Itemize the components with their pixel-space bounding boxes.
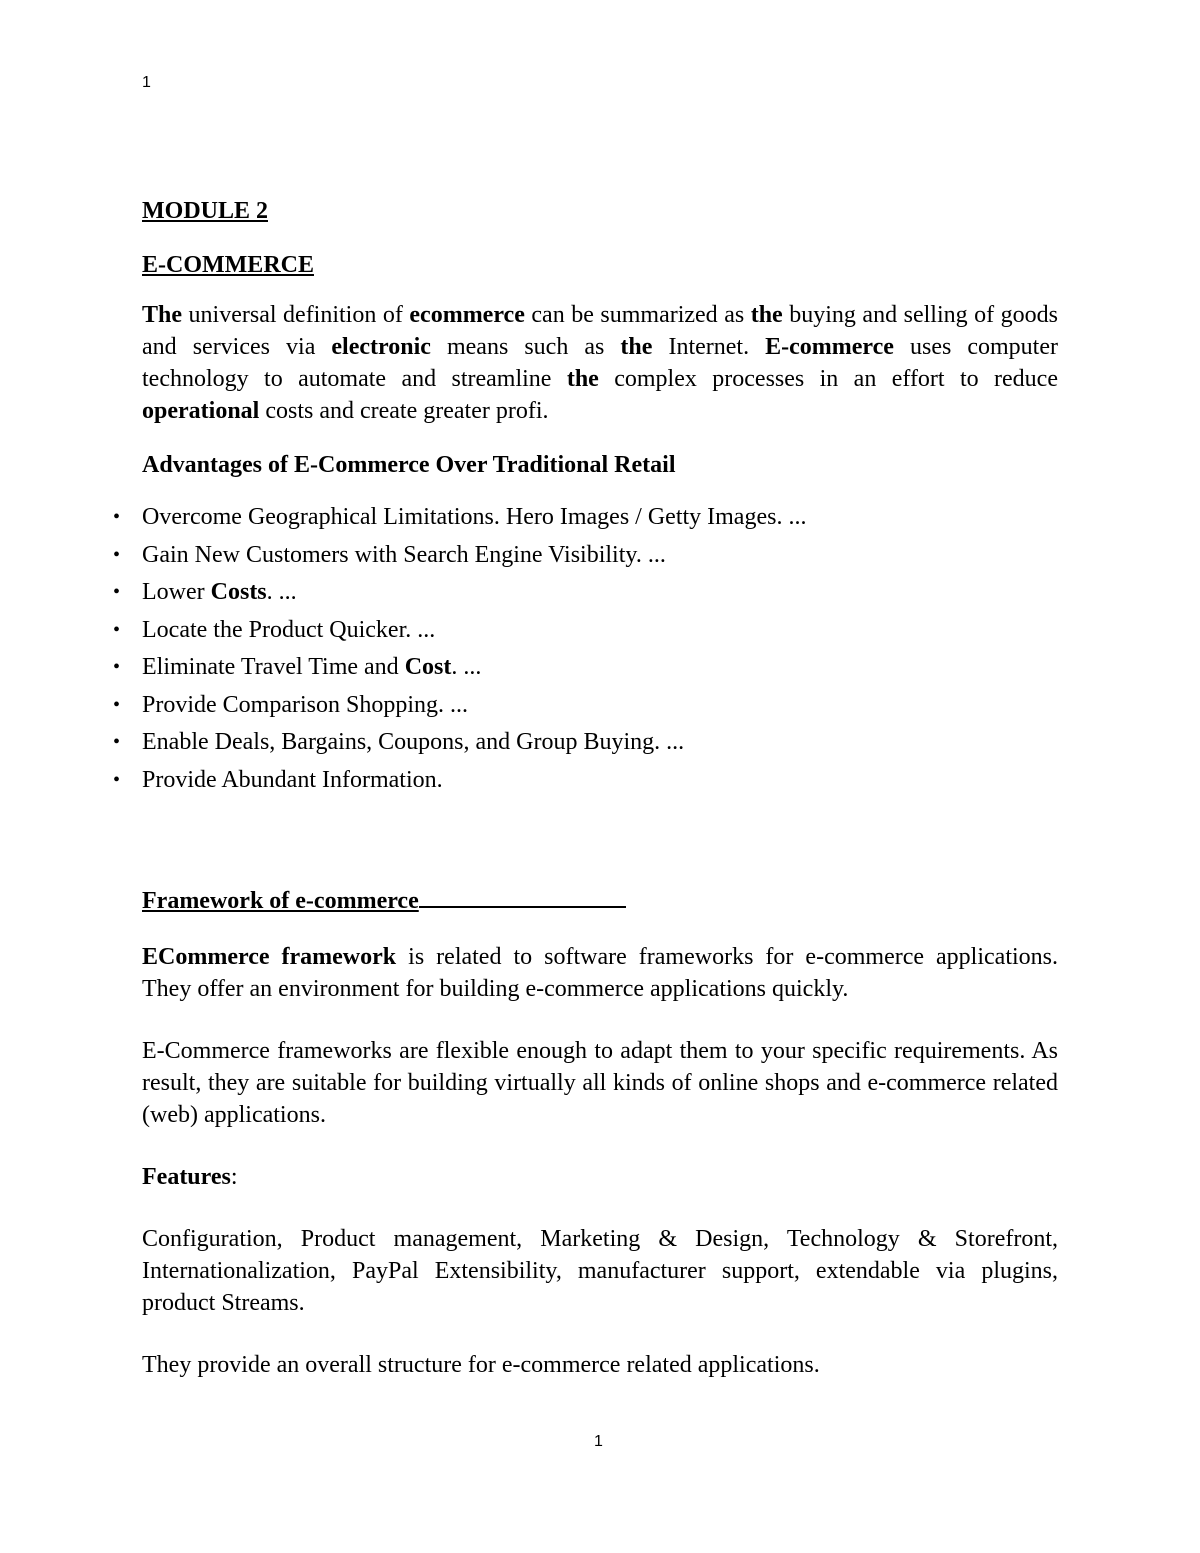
advantages-heading: Advantages of E-Commerce Over Traditional Retail	[142, 452, 676, 478]
list-item: • Provide Abundant Information.	[142, 762, 1058, 800]
list-item: • Overcome Geographical Limitations. Hero Images / Getty Images. ...	[142, 499, 1058, 537]
closing-paragraph: They provide an overall structure for e-commerce related applications.	[142, 1352, 820, 1378]
bullet-icon: •	[113, 506, 121, 528]
features-label: Features:	[142, 1164, 238, 1190]
section-title: E-COMMERCE	[142, 252, 314, 278]
definition-paragraph: The universal definition of ecommerce can be summarized as the buying and selling of goods and services via electronic means such as the Internet. E-commerce uses computer technology to automate and streamline the complex processes in an effort to reduce operational costs and create greater profi.	[142, 302, 1058, 424]
bullet-icon: •	[113, 731, 121, 753]
list-item: • Locate the Product Quicker. ...	[142, 612, 1058, 650]
framework-paragraph-1: ECommerce framework is related to software frameworks for e-commerce applications. They offer an environment for building e-commerce applications quickly.	[142, 944, 1058, 1002]
bullet-icon: •	[113, 768, 121, 791]
features-paragraph: Configuration, Product management, Marketing & Design, Technology & Storefront, Internationalization, PayPal Extensibility, manufacturer support, extendable via plugins, product Streams.	[142, 1226, 1058, 1316]
page-number-bottom: 1	[594, 1433, 603, 1450]
bullet-icon: •	[113, 693, 121, 716]
bullet-icon: •	[113, 543, 121, 566]
bullet-icon: •	[113, 618, 121, 641]
framework-paragraph-2: E-Commerce frameworks are flexible enough to adapt them to your specific requirements. As result, they are suitable for building virtually all kinds of online shops and e-commerce related (web) applications.	[142, 1038, 1058, 1128]
document-body	[113, 193, 1058, 1381]
page-number-top: 1	[142, 74, 151, 91]
heading-underline-fill	[419, 882, 626, 908]
list-item: • Eliminate Travel Time and Cost. ...	[142, 649, 1058, 687]
list-item: • Gain New Customers with Search Engine Visibility. ...	[142, 537, 1058, 575]
list-item: • Enable Deals, Bargains, Coupons, and Group Buying. ...	[142, 724, 1058, 762]
list-item: • Provide Comparison Shopping. ...	[142, 687, 1058, 725]
bullet-icon: •	[113, 656, 121, 678]
list-item: • Lower Costs. ...	[142, 574, 1058, 612]
module-title: MODULE 2	[142, 198, 268, 224]
bullet-icon: •	[113, 581, 121, 603]
framework-heading: Framework of e-commerce	[142, 882, 626, 919]
definition-bold-the: The	[142, 302, 183, 328]
advantages-list	[113, 499, 1058, 799]
